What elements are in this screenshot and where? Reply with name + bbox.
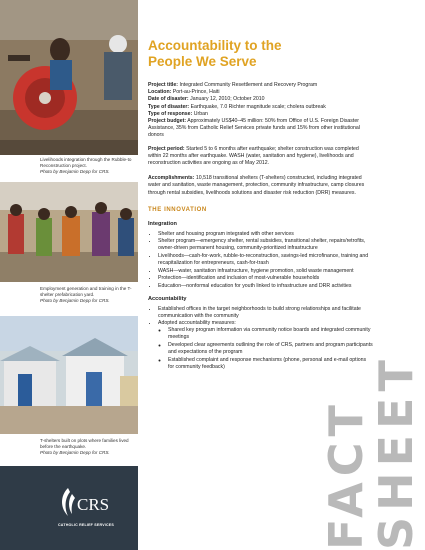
photo-caption-2 bbox=[40, 286, 135, 304]
caption-credit: Photo by Benjamin Depp for CRS. bbox=[40, 298, 110, 303]
accomplishments: Accomplishments: 10,518 transitional shelters (T-shelters) constructed, including integrated water and sanitation, waste management, protection, community infrastructure, camp closures through rental subsidies, livelihoods solutions and disaster risk reduction (DRR) measures. bbox=[148, 175, 365, 196]
list-item: • Shelter and housing program integrated with other services bbox=[158, 231, 373, 238]
list-item: ◦ Developed clear agreements outlining the role of CRS, partners and program participants and expectations of the program bbox=[168, 342, 373, 356]
meta-row: Project budget: Approximately US$40–45 million: 50% from Office of U.S. Foreign Disaster Assistance, 35% from Catholic Relief Services private funds and 15% from other institutional donors bbox=[148, 118, 360, 139]
caption-text: Livelihoods integration through the Rubble-to Reconstruction project. bbox=[40, 157, 132, 168]
photo-caption-3 bbox=[40, 438, 135, 456]
caption-text: T-shelters built on plots where families lived before the earthquake. bbox=[40, 438, 129, 449]
caption-credit: Photo by Benjamin Depp for CRS. bbox=[40, 450, 110, 455]
list-item: • Shelter program—emergency shelter, rental subsidies, transitional shelter, repairs/retrofits, owner-driven permanent housing, community-prioritized infrastructure bbox=[158, 238, 373, 252]
fact-sheet-label: FACT SHEET bbox=[319, 354, 423, 550]
title-line-1: Accountability to the bbox=[148, 38, 282, 53]
meta-row: Date of disaster: January 12, 2010; October 2010 bbox=[148, 96, 265, 103]
page-title bbox=[148, 38, 373, 70]
photo-sidebar bbox=[0, 0, 138, 550]
list-item: • WASH—water, sanitation infrastructure, hygiene promotion, solid waste management bbox=[158, 268, 373, 275]
meta-row: Project title: Integrated Community Resettlement and Recovery Program bbox=[148, 82, 318, 88]
photo-prefabrication-yard bbox=[0, 182, 138, 282]
title-line-2: People We Serve bbox=[148, 54, 257, 69]
list-item: • Established offices in the target neighborhoods to build strong relationships and facilitate communication with the community bbox=[158, 306, 373, 320]
logo-subtitle: CATHOLIC RELIEF SERVICES bbox=[58, 523, 114, 527]
meta-row: Location: Port-au-Prince, Haiti bbox=[148, 89, 220, 96]
caption-credit: Photo by Benjamin Depp for CRS. bbox=[40, 169, 110, 174]
meta-row: Type of disaster: Earthquake, 7.0 Richter magnitude scale; cholera outbreak bbox=[148, 103, 326, 110]
photo-rubble-reconstruction bbox=[0, 0, 138, 155]
section-heading-innovation: THE INNOVATION bbox=[148, 206, 207, 213]
list-item: • Protection—identification and inclusion of most-vulnerable households bbox=[158, 275, 373, 282]
list-item: ◦ Shared key program information via community notice boards and integrated community meetings bbox=[168, 327, 373, 341]
project-meta bbox=[148, 82, 373, 140]
photo-t-shelters bbox=[0, 316, 138, 434]
list-item: • Education—nonformal education for youth linked to infrastructure and DRR activities bbox=[158, 283, 373, 290]
list-item: • Adopted accountability measures: ◦ Shared key program information via community notice boards and integrated community meetings ◦ Developed clear agreements outlining the role of CRS, partners and program participants and expectations of the program ◦ Established complaint and response mechanisms (phone, personal and e-mail options for community feedback) bbox=[158, 320, 373, 370]
subheading-accountability: Accountability bbox=[148, 295, 187, 302]
list-item: • Livelihoods—cash-for-work, rubble-to-reconstruction, savings-led microfinance, training and recapitalization for entrepreneurs, cash-for-trash bbox=[158, 253, 373, 267]
crs-flame-icon bbox=[62, 488, 75, 516]
meta-row: Type of response: Urban bbox=[148, 110, 208, 117]
logo-wordmark: CRS bbox=[77, 495, 110, 514]
project-period: Project period: Started 5 to 6 months after earthquake; shelter construction was completed within 22 months after earthquake. WASH (water, sanitation and hygiene), livelihoods and reconstruction activities are ongoing as of May 2012. bbox=[148, 145, 359, 167]
photo-caption-1 bbox=[40, 157, 135, 175]
list-item: ◦ Established complaint and response mechanisms (phone, personal and e-mail options for community feedback) bbox=[168, 357, 373, 371]
caption-text: Employment generation and training in the T-shelter prefabrication yard. bbox=[40, 286, 132, 297]
subheading-integration: Integration bbox=[148, 220, 177, 227]
crs-logo bbox=[58, 484, 118, 520]
